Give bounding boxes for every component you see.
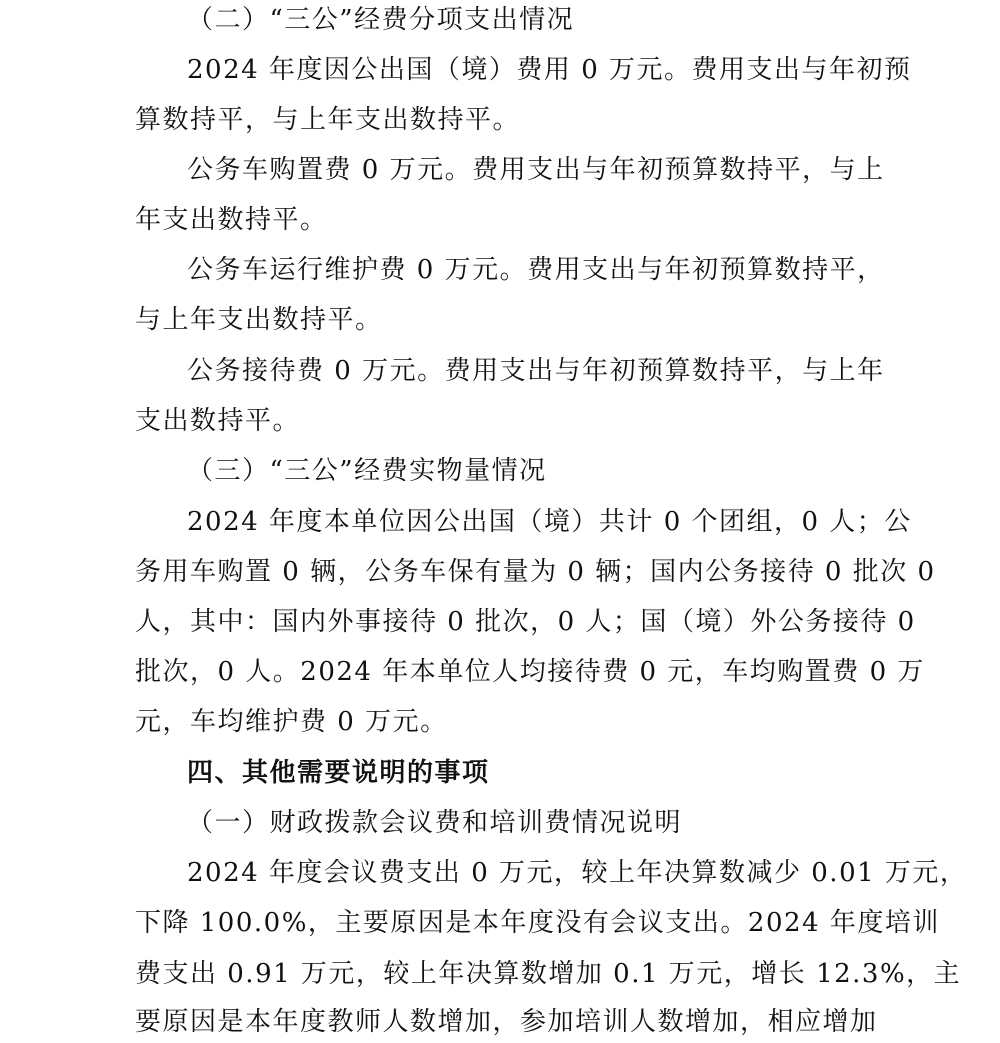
paragraph-line: 公务接待费 0 万元。费用支出与年初预算数持平，与上年 bbox=[187, 356, 885, 386]
paragraph-line: 算数持平，与上年支出数持平。 bbox=[135, 105, 521, 135]
paragraph-line: 费支出 0.91 万元，较上年决算数增加 0.1 万元，增长 12.3%，主 bbox=[135, 959, 962, 989]
paragraph-line: 2024 年度会议费支出 0 万元，较上年决算数减少 0.01 万元， bbox=[187, 858, 968, 888]
paragraph-line: 下降 100.0%，主要原因是本年度没有会议支出。2024 年度培训 bbox=[135, 908, 940, 938]
paragraph-line: 与上年支出数持平。 bbox=[135, 305, 383, 335]
paragraph-line: 2024 年度因公出国（境）费用 0 万元。费用支出与年初预 bbox=[187, 55, 912, 85]
section-heading-physical-quantity: （三）“三公”经费实物量情况 bbox=[187, 456, 547, 486]
section-heading-meeting-training-fees: （一）财政拨款会议费和培训费情况说明 bbox=[187, 808, 683, 838]
chapter-heading-other-matters: 四、其他需要说明的事项 bbox=[187, 758, 490, 788]
paragraph-line: 务用车购置 0 辆，公务车保有量为 0 辆；国内公务接待 0 批次 0 bbox=[135, 557, 936, 587]
paragraph-line: 元，车均维护费 0 万元。 bbox=[135, 707, 448, 737]
paragraph-line: 人，其中：国内外事接待 0 批次，0 人；国（境）外公务接待 0 bbox=[135, 607, 916, 637]
paragraph-line: 公务车购置费 0 万元。费用支出与年初预算数持平，与上 bbox=[187, 155, 885, 185]
paragraph-line: 批次，0 人。2024 年本单位人均接待费 0 元，车均购置费 0 万 bbox=[135, 657, 925, 687]
paragraph-line: 支出数持平。 bbox=[135, 406, 301, 436]
paragraph-line: 公务车运行维护费 0 万元。费用支出与年初预算数持平， bbox=[187, 255, 885, 285]
paragraph-line: 年支出数持平。 bbox=[135, 205, 328, 235]
paragraph-line: 要原因是本年度教师人数增加，参加培训人数增加，相应增加 bbox=[135, 1007, 878, 1037]
section-heading-three-public-items: （二）“三公”经费分项支出情况 bbox=[187, 5, 575, 35]
paragraph-line: 2024 年度本单位因公出国（境）共计 0 个团组，0 人；公 bbox=[187, 507, 912, 537]
